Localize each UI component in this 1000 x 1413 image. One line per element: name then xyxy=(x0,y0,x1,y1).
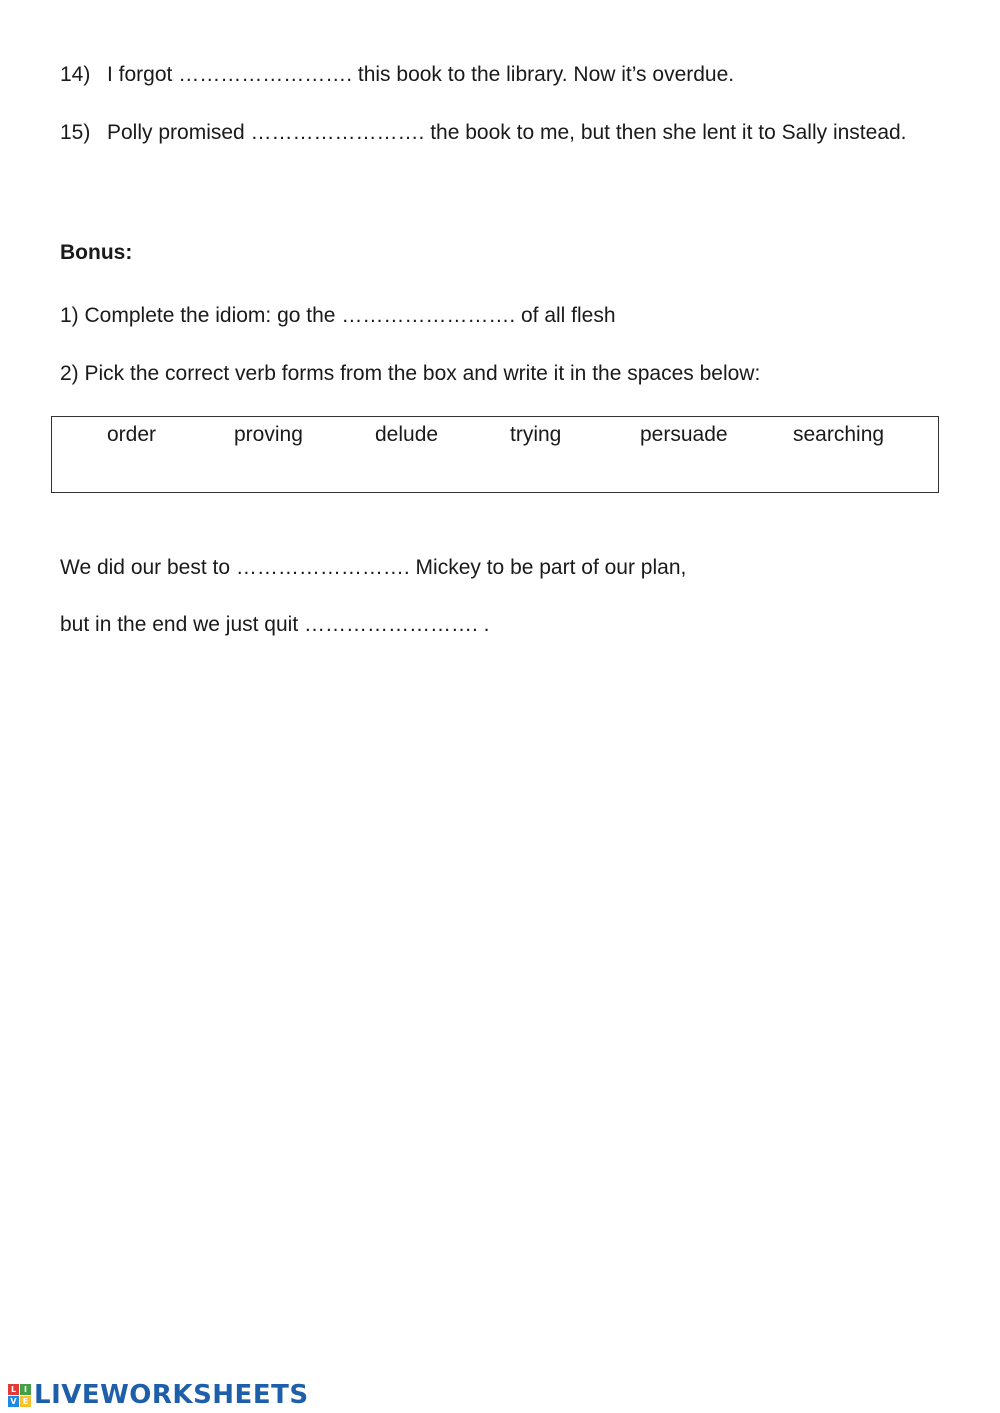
word-option: order xyxy=(107,423,157,446)
bonus-sentence-1: We did our best to ……………………. Mickey to be part of our plan, xyxy=(60,556,687,579)
logo-text: LIVEWORKSHEETS xyxy=(34,1380,309,1410)
word-option: trying xyxy=(510,423,562,446)
bonus-heading: Bonus: xyxy=(60,241,133,264)
question-14 xyxy=(60,64,734,85)
question-number: 14) xyxy=(60,63,91,86)
word-option: searching xyxy=(793,423,885,446)
bonus-question-1: 1) Complete the idiom: go the ……………………. of all flesh xyxy=(60,304,616,327)
word-option: delude xyxy=(375,423,439,446)
word-box xyxy=(51,416,939,493)
question-text: Polly promised ……………………. the book to me, but then she lent it to Sally instead. xyxy=(107,121,907,144)
logo-letter: V xyxy=(8,1396,19,1407)
word-option: proving xyxy=(234,423,303,446)
word-option: persuade xyxy=(640,423,728,446)
question-number: 15) xyxy=(60,121,91,144)
liveworksheets-logo xyxy=(8,1380,309,1410)
question-15 xyxy=(60,122,907,143)
question-text: I forgot ……………………. this book to the library. Now it’s overdue. xyxy=(107,63,735,86)
bonus-question-2: 2) Pick the correct verb forms from the box and write it in the spaces below: xyxy=(60,362,761,385)
logo-letter: I xyxy=(20,1384,31,1395)
logo-letter: E xyxy=(20,1396,31,1407)
logo-mark-icon xyxy=(8,1384,31,1407)
logo-letter: L xyxy=(8,1384,19,1395)
bonus-sentence-2: but in the end we just quit ……………………. . xyxy=(60,613,490,636)
